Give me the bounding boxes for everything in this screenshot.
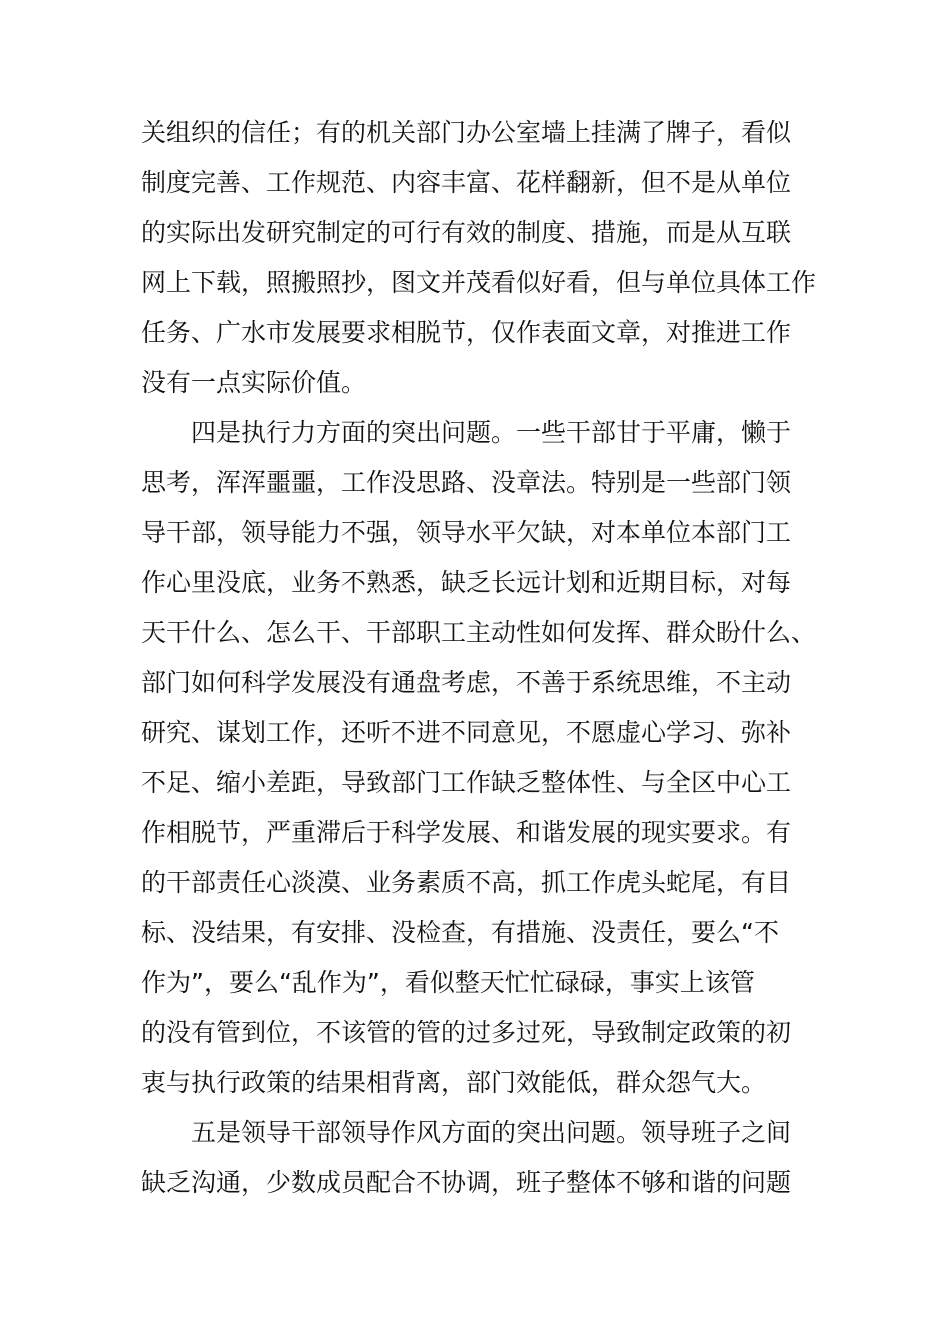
text-line: 作为”，要么“乱作为”，看似整天忙忙碌碌，事实上该管 (141, 968, 755, 997)
text-line: 的实际出发研究制定的可行有效的制度、措施，而是从互联 (141, 218, 792, 247)
text-line: 没有一点实际价值。 (141, 368, 367, 397)
text-line: 研究、谋划工作，还听不进不同意见，不愿虚心学习、弥补 (141, 718, 792, 747)
text-line: 的干部责任心淡漠、业务素质不高，抓工作虎头蛇尾，有目 (141, 868, 792, 897)
text-line: 任务、广水市发展要求相脱节，仅作表面文章，对推进工作 (141, 318, 792, 347)
text-line: 网上下载，照搬照抄，图文并茂看似好看，但与单位具体工作 (141, 268, 817, 297)
text-line: 不足、缩小差距，导致部门工作缺乏整体性、与全区中心工 (141, 768, 792, 797)
text-line: 作心里没底，业务不熟悉，缺乏长远计划和近期目标，对每 (141, 568, 792, 597)
text-line: 天干什么、怎么干、干部职工主动性如何发挥、群众盼什么、 (141, 618, 817, 647)
text-line: 标、没结果，有安排、没检查，有措施、没责任，要么“不 (141, 918, 779, 947)
text-line: 思考，浑浑噩噩，工作没思路、没章法。特别是一些部门领 (141, 468, 792, 497)
paragraph-start-line: 四是执行力方面的突出问题。一些干部甘于平庸，懒于 (191, 418, 792, 447)
text-line: 缺乏沟通，少数成员配合不协调，班子整体不够和谐的问题 (141, 1168, 792, 1197)
text-line: 关组织的信任；有的机关部门办公室墙上挂满了牌子，看似 (141, 118, 792, 147)
text-line: 的没有管到位，不该管的管的过多过死，导致制定政策的初 (141, 1018, 792, 1047)
paragraph-start-line: 五是领导干部领导作风方面的突出问题。领导班子之间 (191, 1118, 792, 1147)
text-line: 作相脱节，严重滞后于科学发展、和谐发展的现实要求。有 (141, 818, 792, 847)
text-line: 制度完善、工作规范、内容丰富、花样翻新，但不是从单位 (141, 168, 792, 197)
text-line: 衷与执行政策的结果相背离，部门效能低，群众怨气大。 (141, 1068, 767, 1097)
text-line: 导干部，领导能力不强，领导水平欠缺，对本单位本部门工 (141, 518, 792, 547)
document-body (141, 108, 831, 1208)
text-line: 部门如何科学发展没有通盘考虑，不善于系统思维，不主动 (141, 668, 792, 697)
